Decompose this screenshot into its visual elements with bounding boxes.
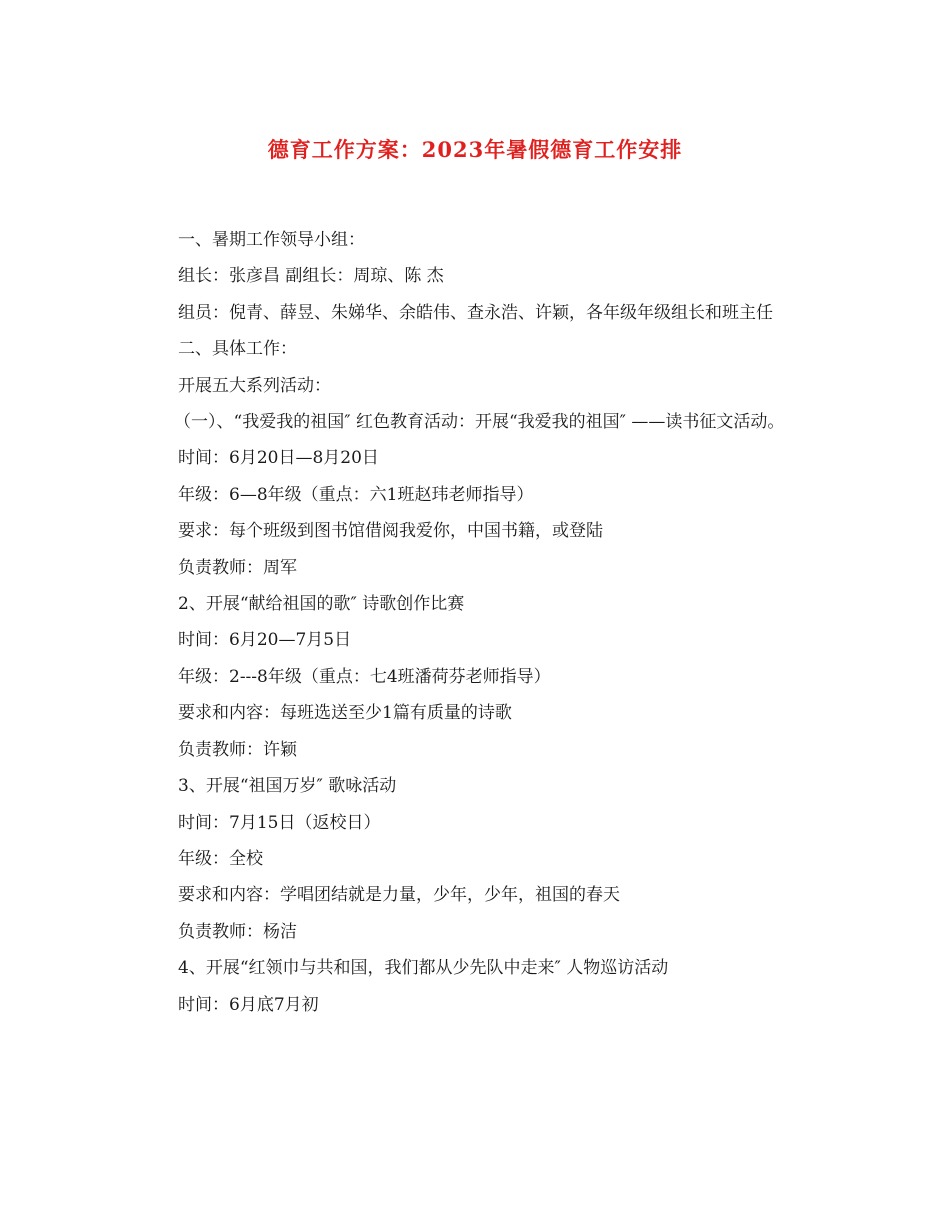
activity-1-teacher: 负责教师：周军 (178, 557, 297, 578)
section-heading-tasks: 二、具体工作： (178, 339, 297, 360)
activity-2-teacher: 负责教师：许颖 (178, 739, 297, 760)
section-heading-leadership: 一、暑期工作领导小组： (178, 230, 365, 250)
activity-3-title: 3、开展“祖国万岁″ 歌咏活动 (178, 776, 397, 797)
activity-2-time: 时间：6月20—7月5日 (178, 630, 352, 651)
activities-intro: 开展五大系列活动： (178, 375, 331, 396)
activity-2-title: 2、开展“献给祖国的歌″ 诗歌创作比赛 (178, 594, 465, 615)
activity-2-requirement: 要求和内容：每班选送至少1篇有质量的诗歌 (178, 703, 512, 724)
activity-4-time: 时间：6月底7月初 (178, 994, 319, 1015)
activity-3-teacher: 负责教师：杨洁 (178, 921, 297, 942)
activity-1-time: 时间：6月20日—8月20日 (178, 448, 379, 469)
document-body (144, 222, 804, 1023)
activity-1-requirement: 要求：每个班级到图书馆借阅我爱你，中国书籍，或登陆 (178, 521, 603, 542)
activity-1-grade: 年级：6—8年级（重点：六1班赵玮老师指导） (178, 484, 534, 505)
activity-1-title: （一）、“我爱我的祖国″ 红色教育活动：开展“我爱我的祖国″ ——读书征文活动。 (174, 412, 785, 433)
activity-2-grade: 年级：2---8年级（重点：七4班潘荷芬老师指导） (178, 666, 551, 687)
document-title: 德育工作方案：2023年暑假德育工作安排 (267, 137, 683, 162)
activity-3-requirement: 要求和内容：学唱团结就是力量，少年，少年，祖国的春天 (178, 885, 620, 906)
activity-3-time: 时间：7月15日（返校日） (178, 812, 381, 833)
activity-4-title: 4、开展“红领巾与共和国，我们都从少先队中走来″ 人物巡访活动 (178, 958, 669, 979)
members-line: 组员：倪青、薛昱、朱娣华、余皓伟、查永浩、许颖，各年级年级组长和班主任 (178, 302, 773, 323)
activity-3-grade: 年级：全校 (178, 848, 263, 869)
leader-line: 组长：张彦昌 副组长：周琼、陈 杰 (178, 266, 444, 287)
